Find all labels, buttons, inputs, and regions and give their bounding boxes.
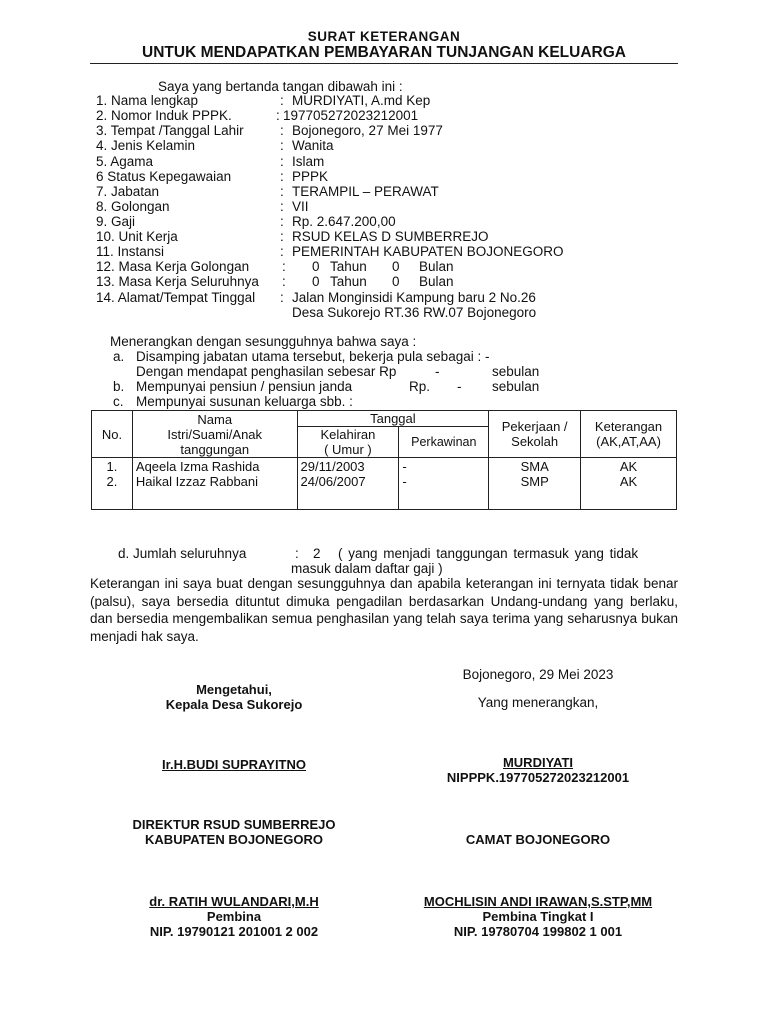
- field-colon: :: [280, 229, 284, 244]
- cell-pekerjaan-col: [489, 458, 581, 510]
- item-a2-unit: sebulan: [492, 364, 540, 379]
- cell-nama: Haikal Izzaz Rabbani: [135, 474, 259, 489]
- header-pekerjaan-l2: Sekolah: [511, 434, 559, 449]
- header-kelahiran: [297, 427, 399, 458]
- direktur-title-line2: KABUPATEN BOJONEGORO: [145, 832, 323, 847]
- header-kelahiran-l2: ( Umur ): [324, 442, 372, 457]
- cell-nama-col: [132, 458, 297, 510]
- field-value: PEMERINTAH KABUPATEN BOJONEGORO: [292, 244, 564, 259]
- camat-name: MOCHLISIN ANDI IRAWAN,S.STP,MM: [423, 894, 653, 909]
- cell-kawin: -: [402, 459, 407, 474]
- header-nama-l1: Nama: [197, 411, 233, 427]
- direktur-nip: NIP. 19790121 201001 2 002: [149, 924, 319, 939]
- field-value: 197705272023212001: [283, 108, 419, 123]
- field-label: 4. Jenis Kelamin: [96, 138, 196, 153]
- direktur-title-line1: DIREKTUR RSUD SUMBERREJO: [132, 817, 336, 832]
- field-colon: :: [280, 199, 284, 214]
- masa-kerja-seluruhnya-colon: :: [282, 274, 286, 289]
- camat-nip: NIP. 19780704 199802 1 001: [453, 924, 623, 939]
- header-perkawinan: Perkawinan: [399, 427, 489, 458]
- masa-kerja-seluruhnya-label: 13. Masa Kerja Seluruhnya: [96, 274, 259, 289]
- field-colon: :: [280, 93, 284, 108]
- jumlah-label: d. Jumlah seluruhnya: [118, 546, 247, 561]
- cell-lahir: 24/06/2007: [300, 474, 366, 489]
- masa-kerja-seluruhnya-tahun: 0: [312, 274, 320, 289]
- cell-no-col: [92, 458, 133, 510]
- jumlah-note-line2: masuk dalam daftar gaji ): [291, 561, 443, 576]
- applicant-name: MURDIYATI: [502, 755, 574, 770]
- yang-menerangkan-label: Yang menerangkan,: [477, 695, 599, 710]
- alamat-line2: Desa Sukorejo RT.36 RW.07 Bojonegoro: [292, 305, 537, 320]
- jumlah-value: 2: [313, 546, 321, 561]
- field-colon: :: [280, 138, 284, 153]
- kades-name: Ir.H.BUDI SUPRAYITNO: [162, 757, 306, 772]
- alamat-label: 14. Alamat/Tempat Tinggal: [96, 290, 256, 305]
- header-pekerjaan: [489, 411, 581, 458]
- field-colon: :: [280, 244, 284, 259]
- masa-kerja-golongan-bulan: 0: [392, 259, 400, 274]
- item-c-text: Mempunyai susunan keluarga sbb. :: [136, 394, 353, 409]
- field-colon: :: [280, 154, 284, 169]
- field-value: TERAMPIL – PERAWAT: [292, 184, 439, 199]
- header-nama: [132, 411, 297, 458]
- field-label: 9. Gaji: [96, 214, 136, 229]
- cell-kawin: -: [402, 474, 407, 489]
- field-label: 10. Unit Kerja: [96, 229, 178, 244]
- jumlah-colon: :: [295, 546, 299, 561]
- item-b-unit: sebulan: [492, 379, 540, 394]
- item-b-dash: -: [457, 379, 462, 394]
- camat-rank: Pembina Tingkat I: [482, 909, 594, 924]
- field-value: MURDIYATI, A.md Kep: [292, 93, 431, 108]
- document-subtitle: UNTUK MENDAPATKAN PEMBAYARAN TUNJANGAN KELUARGA: [142, 44, 626, 61]
- item-a-text: Disamping jabatan utama tersebut, bekerja pula sebagai : -: [136, 349, 490, 364]
- field-label: 5. Agama: [96, 154, 154, 169]
- cell-no: 2.: [106, 474, 118, 489]
- field-label: 8. Golongan: [96, 199, 170, 214]
- family-table: [91, 410, 677, 510]
- field-label: 6 Status Kepegawaian: [96, 169, 232, 184]
- header-pekerjaan-l1: Pekerjaan /: [501, 419, 568, 434]
- header-keterangan: [581, 411, 677, 458]
- header-keterangan-l2: (AK,AT,AA): [596, 434, 661, 449]
- field-colon: :: [276, 108, 280, 123]
- applicant-nip: NIPPPK.197705272023212001: [446, 770, 630, 785]
- item-a-marker: a.: [113, 349, 125, 364]
- item-b-rp: Rp.: [409, 379, 431, 394]
- masa-kerja-golongan-label: 12. Masa Kerja Golongan: [96, 259, 250, 274]
- closing-paragraph: Keterangan ini saya buat dengan sesungguhnya dan apabila keterangan ini ternyata tidak benar (palsu), saya bersedia dituntut dimuka pengadilan berdasarkan Undang-undang yang berlaku, dan bersedia mengembalikan semua penghasilan yang telah saya terima yang seharusnya bukan menjadi hak saya.: [90, 576, 678, 644]
- header-nama-l2: Istri/Suami/Anak: [167, 426, 263, 442]
- field-label: 11. Instansi: [96, 244, 165, 259]
- field-value: RSUD KELAS D SUMBERREJO: [292, 229, 489, 244]
- kepala-desa-label: Kepala Desa Sukorejo: [165, 697, 303, 712]
- header-kelahiran-l1: Kelahiran: [320, 427, 376, 442]
- field-colon: :: [280, 123, 284, 138]
- place-date: Bojonegoro, 29 Mei 2023: [462, 667, 614, 682]
- masa-kerja-golongan-tahun: 0: [312, 259, 320, 274]
- field-label: 2. Nomor Induk PPPK.: [96, 108, 232, 123]
- cell-nama: Aqeela Izma Rashida: [135, 459, 260, 474]
- field-colon: :: [280, 184, 284, 199]
- cell-ket: AK: [619, 474, 638, 489]
- cell-ket-col: [581, 458, 677, 510]
- field-value: Wanita: [292, 138, 334, 153]
- field-value: PPPK: [292, 169, 329, 184]
- item-a2-text: Dengan mendapat penghasilan sebesar Rp: [136, 364, 397, 379]
- direktur-name: dr. RATIH WULANDARI,M.H: [149, 894, 319, 909]
- masa-kerja-golongan-tahun-unit: Tahun: [330, 259, 367, 274]
- item-c-marker: c.: [113, 394, 124, 409]
- alamat-line1: Jalan Monginsidi Kampung baru 2 No.26: [292, 290, 536, 305]
- field-value: Rp. 2.647.200,00: [292, 214, 396, 229]
- field-label: 7. Jabatan: [96, 184, 160, 199]
- masa-kerja-seluruhnya-bulan: 0: [392, 274, 400, 289]
- header-keterangan-l1: Keterangan: [594, 419, 663, 434]
- cell-ket: AK: [619, 459, 638, 474]
- masa-kerja-golongan-colon: :: [282, 259, 286, 274]
- declaration-lead: Menerangkan dengan sesungguhnya bahwa saya :: [110, 334, 417, 349]
- item-b-marker: b.: [113, 379, 125, 394]
- cell-lahir: 29/11/2003: [300, 459, 365, 474]
- field-value: Bojonegoro, 27 Mei 1977: [292, 123, 443, 138]
- mengetahui-label: Mengetahui,: [196, 682, 272, 697]
- direktur-rank: Pembina: [206, 909, 262, 924]
- field-label: 3. Tempat /Tanggal Lahir: [96, 123, 244, 138]
- camat-title: CAMAT BOJONEGORO: [465, 832, 611, 847]
- header-no: No.: [92, 411, 133, 458]
- field-value: VII: [292, 199, 309, 214]
- masa-kerja-seluruhnya-tahun-unit: Tahun: [330, 274, 367, 289]
- field-value: Islam: [292, 154, 325, 169]
- cell-lahir-col: [297, 458, 399, 510]
- masa-kerja-golongan-bulan-unit: Bulan: [419, 259, 454, 274]
- field-colon: :: [280, 169, 284, 184]
- masa-kerja-seluruhnya-bulan-unit: Bulan: [419, 274, 454, 289]
- header-tanggal: Tanggal: [297, 411, 489, 427]
- cell-kawin-col: [399, 458, 489, 510]
- title-rule: [90, 63, 678, 64]
- intro-text: Saya yang bertanda tangan dibawah ini :: [158, 79, 403, 94]
- header-nama-l3: tanggungan: [180, 441, 250, 457]
- item-a2-dash: -: [435, 364, 440, 379]
- cell-pekerjaan: SMP: [520, 474, 549, 489]
- field-label: 1. Nama lengkap: [96, 93, 199, 108]
- cell-no: 1.: [106, 459, 118, 474]
- item-b-text: Mempunyai pensiun / pensiun janda: [136, 379, 353, 394]
- document-title: SURAT KETERANGAN: [307, 29, 461, 44]
- table-body-row: [92, 458, 677, 510]
- jumlah-note-line1: ( yang menjadi tanggungan termasuk yang tidak: [338, 546, 639, 561]
- field-colon: :: [280, 214, 284, 229]
- alamat-colon: :: [280, 290, 284, 305]
- cell-pekerjaan: SMA: [520, 459, 549, 474]
